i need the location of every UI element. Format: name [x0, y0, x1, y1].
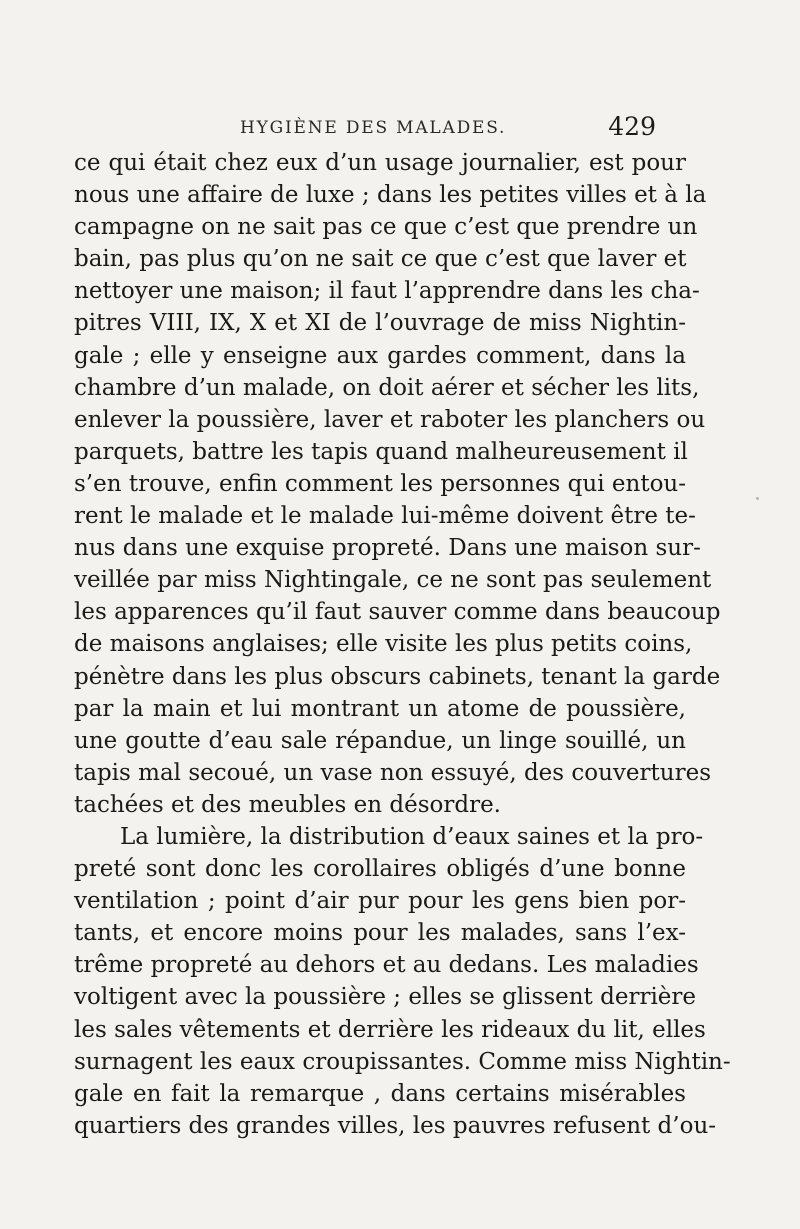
text-line: tapis mal secoué, un vase non essuyé, des couvertures	[74, 759, 711, 786]
text-line: pitres VIII, IX, X et XI de l’ouvrage de miss Nightin-	[74, 310, 686, 337]
page-number: 429	[608, 112, 656, 141]
text-line: tants, et encore moins pour les malades, sans l’ex-	[74, 920, 686, 947]
text-line: La lumière, la distribution d’eaux saines et la pro-	[120, 823, 704, 850]
text-line: enlever la poussière, laver et raboter les planchers ou	[74, 406, 706, 433]
paragraph-2	[74, 821, 731, 1142]
text-line: quartiers des grandes villes, les pauvres refusent d’ou-	[74, 1112, 717, 1139]
text-line: surnagent les eaux croupissantes. Comme miss Nightin-	[74, 1048, 731, 1075]
text-line: parquets, battre les tapis quand malheureusement il	[74, 438, 688, 465]
text-line: preté sont donc les corollaires obligés d’une bonne	[74, 856, 686, 883]
running-title: HYGIÈNE DES MALADES.	[240, 118, 507, 138]
text-line: chambre d’un malade, on doit aérer et sécher les lits,	[74, 374, 700, 401]
text-line: nettoyer une maison; il faut l’apprendre dans les cha-	[74, 278, 700, 305]
page-header	[240, 112, 656, 146]
text-line: rent le malade et le malade lui-même doivent être te-	[74, 503, 696, 530]
text-line: campagne on ne sait pas ce que c’est que prendre un	[74, 214, 698, 241]
text-line: par la main et lui montrant un atome de poussière,	[74, 695, 686, 722]
text-line: gale en fait la remarque , dans certains misérables	[74, 1080, 686, 1107]
paragraph-1	[74, 147, 721, 821]
text-line: ventilation ; point d’air pur pour les gens bien por-	[74, 888, 686, 915]
text-line: voltigent avec la poussière ; elles se glissent derrière	[74, 984, 697, 1011]
text-line: une goutte d’eau sale répandue, un linge souillé, un	[74, 727, 686, 754]
text-line: ce qui était chez eux d’un usage journalier, est pour	[74, 150, 686, 176]
paper-speck	[756, 497, 759, 500]
text-line: tachées et des meubles en désordre.	[74, 791, 501, 818]
text-line: nous une affaire de luxe ; dans les petites villes et à la	[74, 182, 707, 209]
text-line: gale ; elle y enseigne aux gardes comment, dans la	[74, 342, 686, 369]
text-line: les apparences qu’il faut sauver comme dans beaucoup	[74, 599, 721, 626]
text-line: de maisons anglaises; elle visite les plus petits coins,	[74, 631, 693, 658]
text-line: trême propreté au dehors et au dedans. Les maladies	[74, 952, 699, 979]
text-line: veillée par miss Nightingale, ce ne sont pas seulement	[74, 567, 712, 594]
text-line: s’en trouve, enfin comment les personnes qui entou-	[74, 470, 686, 497]
body-text	[74, 147, 731, 1142]
text-line: nus dans une exquise propreté. Dans une maison sur-	[74, 535, 701, 562]
text-line: pénètre dans les plus obscurs cabinets, tenant la garde	[74, 663, 721, 690]
text-line: bain, pas plus qu’on ne sait ce que c’est que laver et	[74, 246, 687, 273]
text-line: les sales vêtements et derrière les rideaux du lit, elles	[74, 1016, 706, 1043]
